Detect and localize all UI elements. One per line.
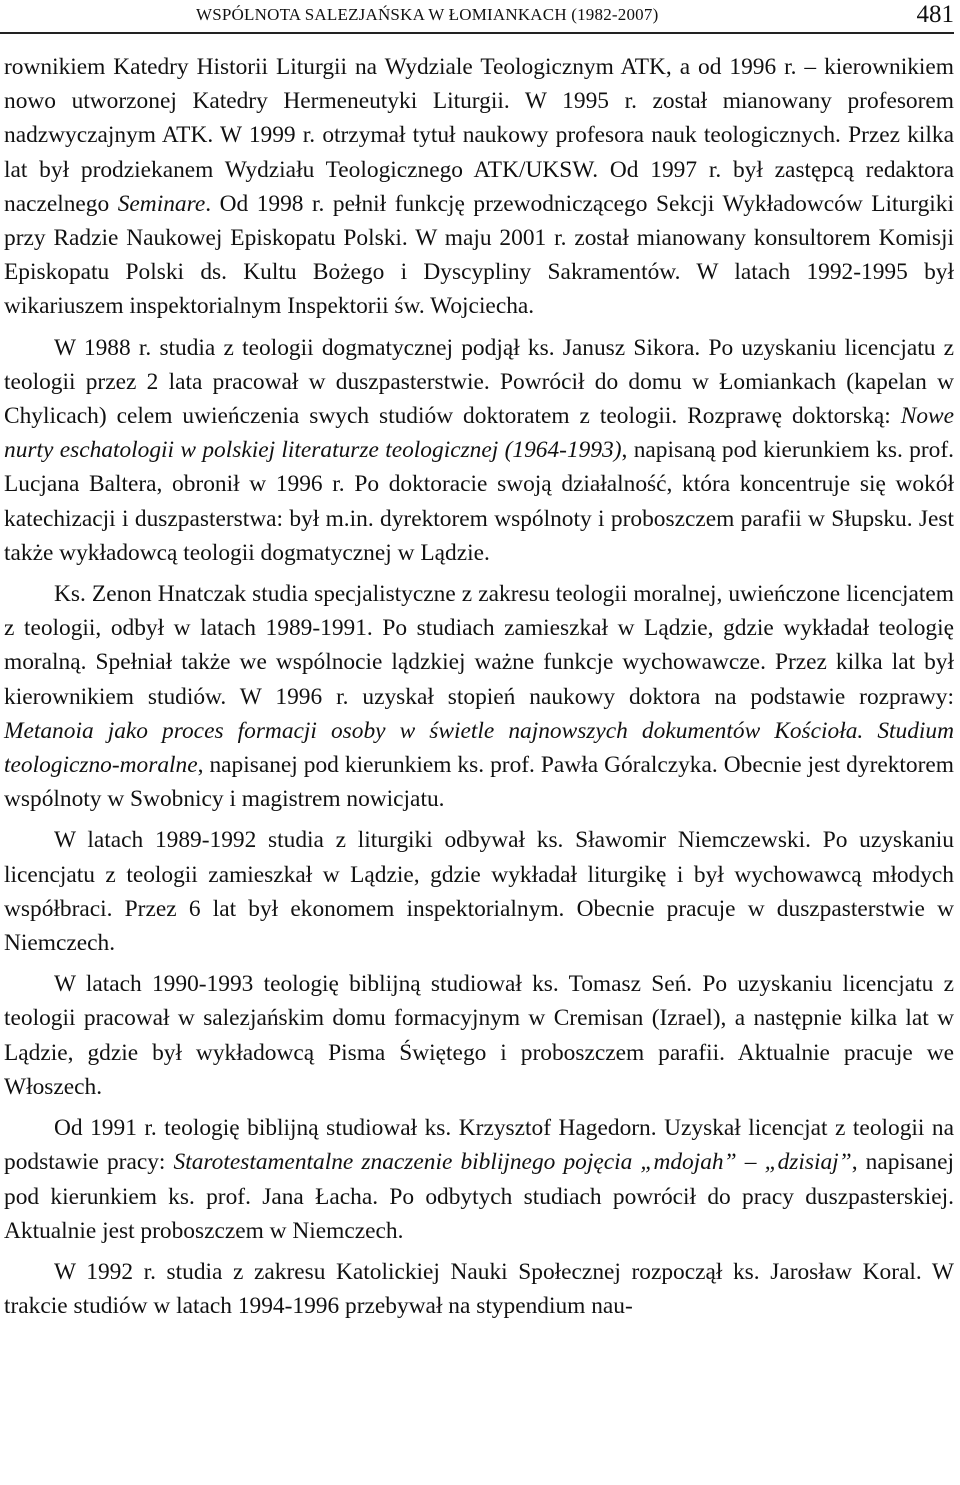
paragraph	[4, 50, 954, 324]
text-segment: , napisanej pod kierunkiem ks. prof. Jana Łacha. Po odbytych studiach powrócił do pracy duszpasterskiej. Aktualnie jest proboszczem w Niemczech.	[4, 1149, 954, 1244]
text-segment: , napisaną pod kierunkiem ks. prof. Lucjana Baltera, obronił w 1996 r. Po doktoracie swoją działalność, która koncentruje się wokół katechizacji i duszpasterstwa: był m.in. dyrektorem wspólnoty i proboszczem parafii w Słupsku. Jest także wykładowcą teologii dogmatycznej w Lądzie.	[4, 437, 954, 566]
page-header	[0, 0, 960, 34]
paragraph	[4, 967, 954, 1104]
body-text	[4, 50, 954, 1323]
italic-title: Starotestamentalne znaczenie biblijnego pojęcia „mdojah” – „dzisiaj”	[173, 1149, 852, 1176]
paragraph	[4, 1111, 954, 1248]
text-segment: , napisanej pod kierunkiem ks. prof. Pawła Góralczyka. Obecnie jest dyrektorem wspólnoty w Swobnicy i magistrem nowicjatu.	[4, 752, 954, 813]
text-segment: W 1988 r. studia z teologii dogmatycznej podjął ks. Janusz Sikora. Po uzyskaniu licencjatu z teologii przez 2 lata pracował w duszpasterstwie. Powrócił do domu w Łomiankach (kapelan w Chylicach) celem uwieńczenia swych studiów doktoratem z teologii. Rozprawę doktorską:	[4, 334, 954, 430]
italic-title: Metanoia jako proces formacji osoby w świetle najnowszych dokumentów Kościoła. Studium teologiczno-moralne	[4, 717, 954, 779]
paragraph	[4, 823, 954, 960]
text-segment: . Od 1998 r. pełnił funkcję przewodniczącego Sekcji Wykładowców Liturgiki przy Radzie Naukowej Episkopatu Polski. W maju 2001 r. został mianowany konsultorem Komisji Episkopatu Polski ds. Kultu Bożego i Dyscypliny Sakramentów. W latach 1992-1995 był wikariuszem inspektorialnym Inspektorii św. Wojciecha.	[4, 190, 954, 320]
paragraph	[4, 577, 954, 816]
header-rule	[0, 32, 954, 34]
paragraph	[4, 331, 954, 570]
paragraph	[4, 1255, 954, 1323]
text-segment: Od 1991 r. teologię biblijną studiował ks. Krzysztof Hagedorn. Uzyskał licencjat z teologii na podstawie pracy:	[4, 1115, 954, 1176]
page-number: 481	[916, 1, 954, 28]
text-segment: W latach 1989-1992 studia z liturgiki odbywał ks. Sławomir Niemczewski. Po uzyskaniu licencjatu z teologii zamieszkał w Lądzie, gdzie wykładał liturgikę i był wychowawcą młodych współbraci. Przez 6 lat był ekonomem inspektorialnym. Obecnie pracuje w duszpasterstwie w Niemczech.	[4, 827, 954, 957]
italic-title: Seminare	[117, 190, 206, 217]
italic-title: Nowe nurty eschatologii w polskiej literaturze teologicznej (1964-1993)	[4, 403, 954, 464]
text-segment: W 1992 r. studia z zakresu Katolickiej Nauki Społecznej rozpoczął ks. Jarosław Koral. W trakcie studiów w latach 1994-1996 przebywał na stypendium nau-	[4, 1258, 954, 1320]
text-segment: rownikiem Katedry Historii Liturgii na Wydziale Teologicznym ATK, a od 1996 r. – kierownikiem nowo utworzonej Katedry Hermeneutyki Liturgii. W 1995 r. został mianowany profesorem nadzwyczajnym ATK. W 1999 r. otrzymał tytuł naukowy profesora nauk teologicznych. Przez kilka lat był prodziekanem Wydziału Teologicznego ATK/UKSW. Od 1997 r. był zastępcą redaktora naczelnego	[4, 54, 954, 217]
text-segment: W latach 1990-1993 teologię biblijną studiował ks. Tomasz Seń. Po uzyskaniu licencjatu z teologii pracował w salezjańskim domu formacyjnym w Cremisan (Izrael), a następnie kilka lat w Lądzie, gdzie był wykładowcą Pisma Świętego i proboszczem parafii. Aktualnie pracuje we Włoszech.	[4, 971, 954, 1100]
text-segment: Ks. Zenon Hnatczak studia specjalistyczne z zakresu teologii moralnej, uwieńczone licencjatem z teologii, odbył w latach 1989-1991. Po studiach zamieszkał w Lądzie, gdzie wykładał teologię moralną. Spełniał także we wspólnocie lądzkiej ważne funkcje wychowawcze. Przez kilka lat był kierownikiem studiów. W 1996 r. uzyskał stopień naukowy doktora na podstawie rozprawy:	[4, 581, 954, 710]
running-head: WSPÓLNOTA SALEZJAŃSKA W ŁOMIANKACH (1982-2007)	[196, 5, 659, 24]
